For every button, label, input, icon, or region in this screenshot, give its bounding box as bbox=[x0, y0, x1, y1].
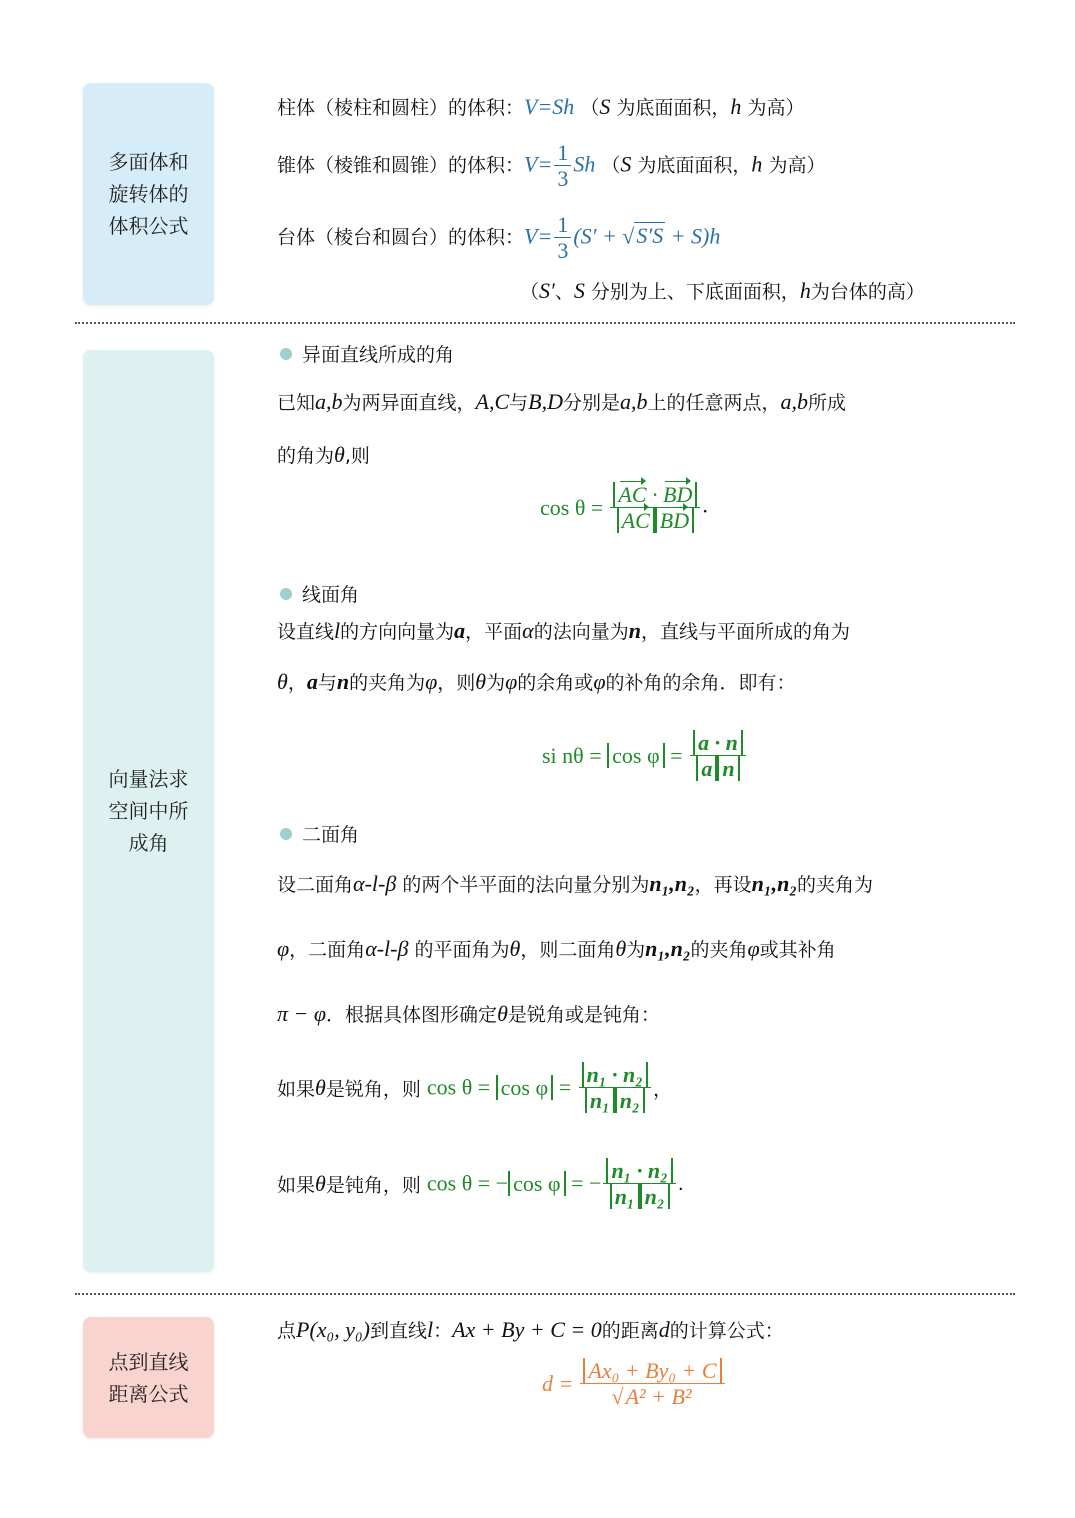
label-line: 点到直线 bbox=[108, 1349, 189, 1374]
label-line: 成角 bbox=[128, 831, 169, 855]
prism-formula: V=Sh bbox=[524, 94, 575, 119]
pyramid-volume-line: 锥体（棱锥和圆锥）的体积：V= $\frac{1}{3}$ Sh （S 为底面面积，h 为高） bbox=[277, 140, 826, 192]
bullet-icon bbox=[280, 348, 292, 360]
obtuse-formula: cos θ = − cos φ = − $\frac{\text{n₁ · n₂}}{\text{n₁ n₂}}$ bbox=[421, 1172, 678, 1194]
line-plane-paragraph-1: 设直线l的方向向量为a，平面α的法向量为n，直线与平面所成的角为 bbox=[277, 618, 851, 643]
fraction-one-third: $\frac{1}{3}$ bbox=[554, 212, 571, 264]
dihedral-paragraph-2: φ，二面角α-l-β 的平面角为θ，则二面角θ为n₁,n₂的夹角φ或其补角 bbox=[277, 936, 836, 961]
dihedral-obtuse-case: 如果θ是钝角，则 cos θ = − cos φ = − $\frac{\text{n₁ · n₂}}{\text{n₁ n₂}}$ . bbox=[277, 1158, 684, 1210]
skew-paragraph-1: 已知a,b为两异面直线，A,C与B,D分别是a,b上的任意两点，a,b所成 bbox=[277, 389, 847, 414]
frustum-note: （S′、S 分别为上、下底面面积，h为台体的高） bbox=[520, 278, 925, 303]
fraction-one-third: $\frac{1}{3}$ bbox=[554, 140, 571, 192]
dihedral-paragraph-3: π − φ．根据具体图形确定θ是锐角或是钝角： bbox=[277, 1001, 660, 1026]
label-line: 距离公式 bbox=[108, 1381, 189, 1406]
frustum-volume-line: 台体（棱台和圆台）的体积：V= $\frac{1}{3}$ (S′ + √S′S + S)h bbox=[277, 212, 721, 264]
skew-paragraph-2: 的角为θ,则 bbox=[277, 442, 370, 467]
bullet-icon bbox=[280, 828, 292, 840]
heading-dihedral-angle: 二面角 bbox=[280, 820, 359, 847]
acute-formula: cos θ = cos φ = $\frac{\text{n₁ · n₂}}{\text{n₁ n₂}}$ bbox=[421, 1076, 653, 1098]
bullet-icon bbox=[280, 588, 292, 600]
prism-volume-line: 柱体（棱柱和圆柱）的体积：V=Sh （S 为底面面积，h 为高） bbox=[277, 94, 805, 119]
label-line: 旋转体的 bbox=[108, 182, 189, 206]
heading-line-plane-angle: 线面角 bbox=[280, 580, 359, 607]
label-line: 向量法求 bbox=[108, 767, 189, 791]
distance-formula: d = $\frac{\text{Ax₀ + By₀ + C}}{\text{√A² + B²}}$ bbox=[542, 1358, 727, 1410]
line-plane-paragraph-2: θ，a与n的夹角为φ，则θ为φ的余角或φ的补角的余角．即有： bbox=[277, 669, 796, 694]
distance-paragraph: 点P(x₀, y₀)到直线l：Ax + By + C = 0的距离d的计算公式： bbox=[277, 1317, 784, 1342]
line-plane-formula: si nθ = cos φ = $\frac{a \cdot n}{\text{a n}}$ bbox=[542, 730, 748, 782]
section-divider bbox=[75, 322, 1015, 324]
section-divider bbox=[75, 1293, 1015, 1295]
dihedral-paragraph-1: 设二面角α-l-β 的两个半平面的法向量分别为n₁,n₂，再设n₁,n₂的夹角为 bbox=[277, 871, 873, 896]
dihedral-acute-case: 如果θ是锐角，则 cos θ = cos φ = $\frac{\text{n₁ · n₂}}{\text{n₁ n₂}}$ ， bbox=[277, 1062, 672, 1114]
section-label-volume bbox=[83, 83, 214, 305]
heading-skew-lines: 异面直线所成的角 bbox=[280, 340, 454, 367]
section-label-vector-angles bbox=[83, 350, 214, 1272]
label-line: 空间中所 bbox=[108, 799, 189, 823]
label-line: 多面体和 bbox=[108, 150, 189, 174]
label-line: 体积公式 bbox=[108, 214, 189, 238]
skew-angle-formula: cos θ = $\frac{AC \cdot BD}{\text{AC BD}}$ . bbox=[540, 482, 708, 534]
section-label-point-line-distance bbox=[83, 1317, 214, 1438]
